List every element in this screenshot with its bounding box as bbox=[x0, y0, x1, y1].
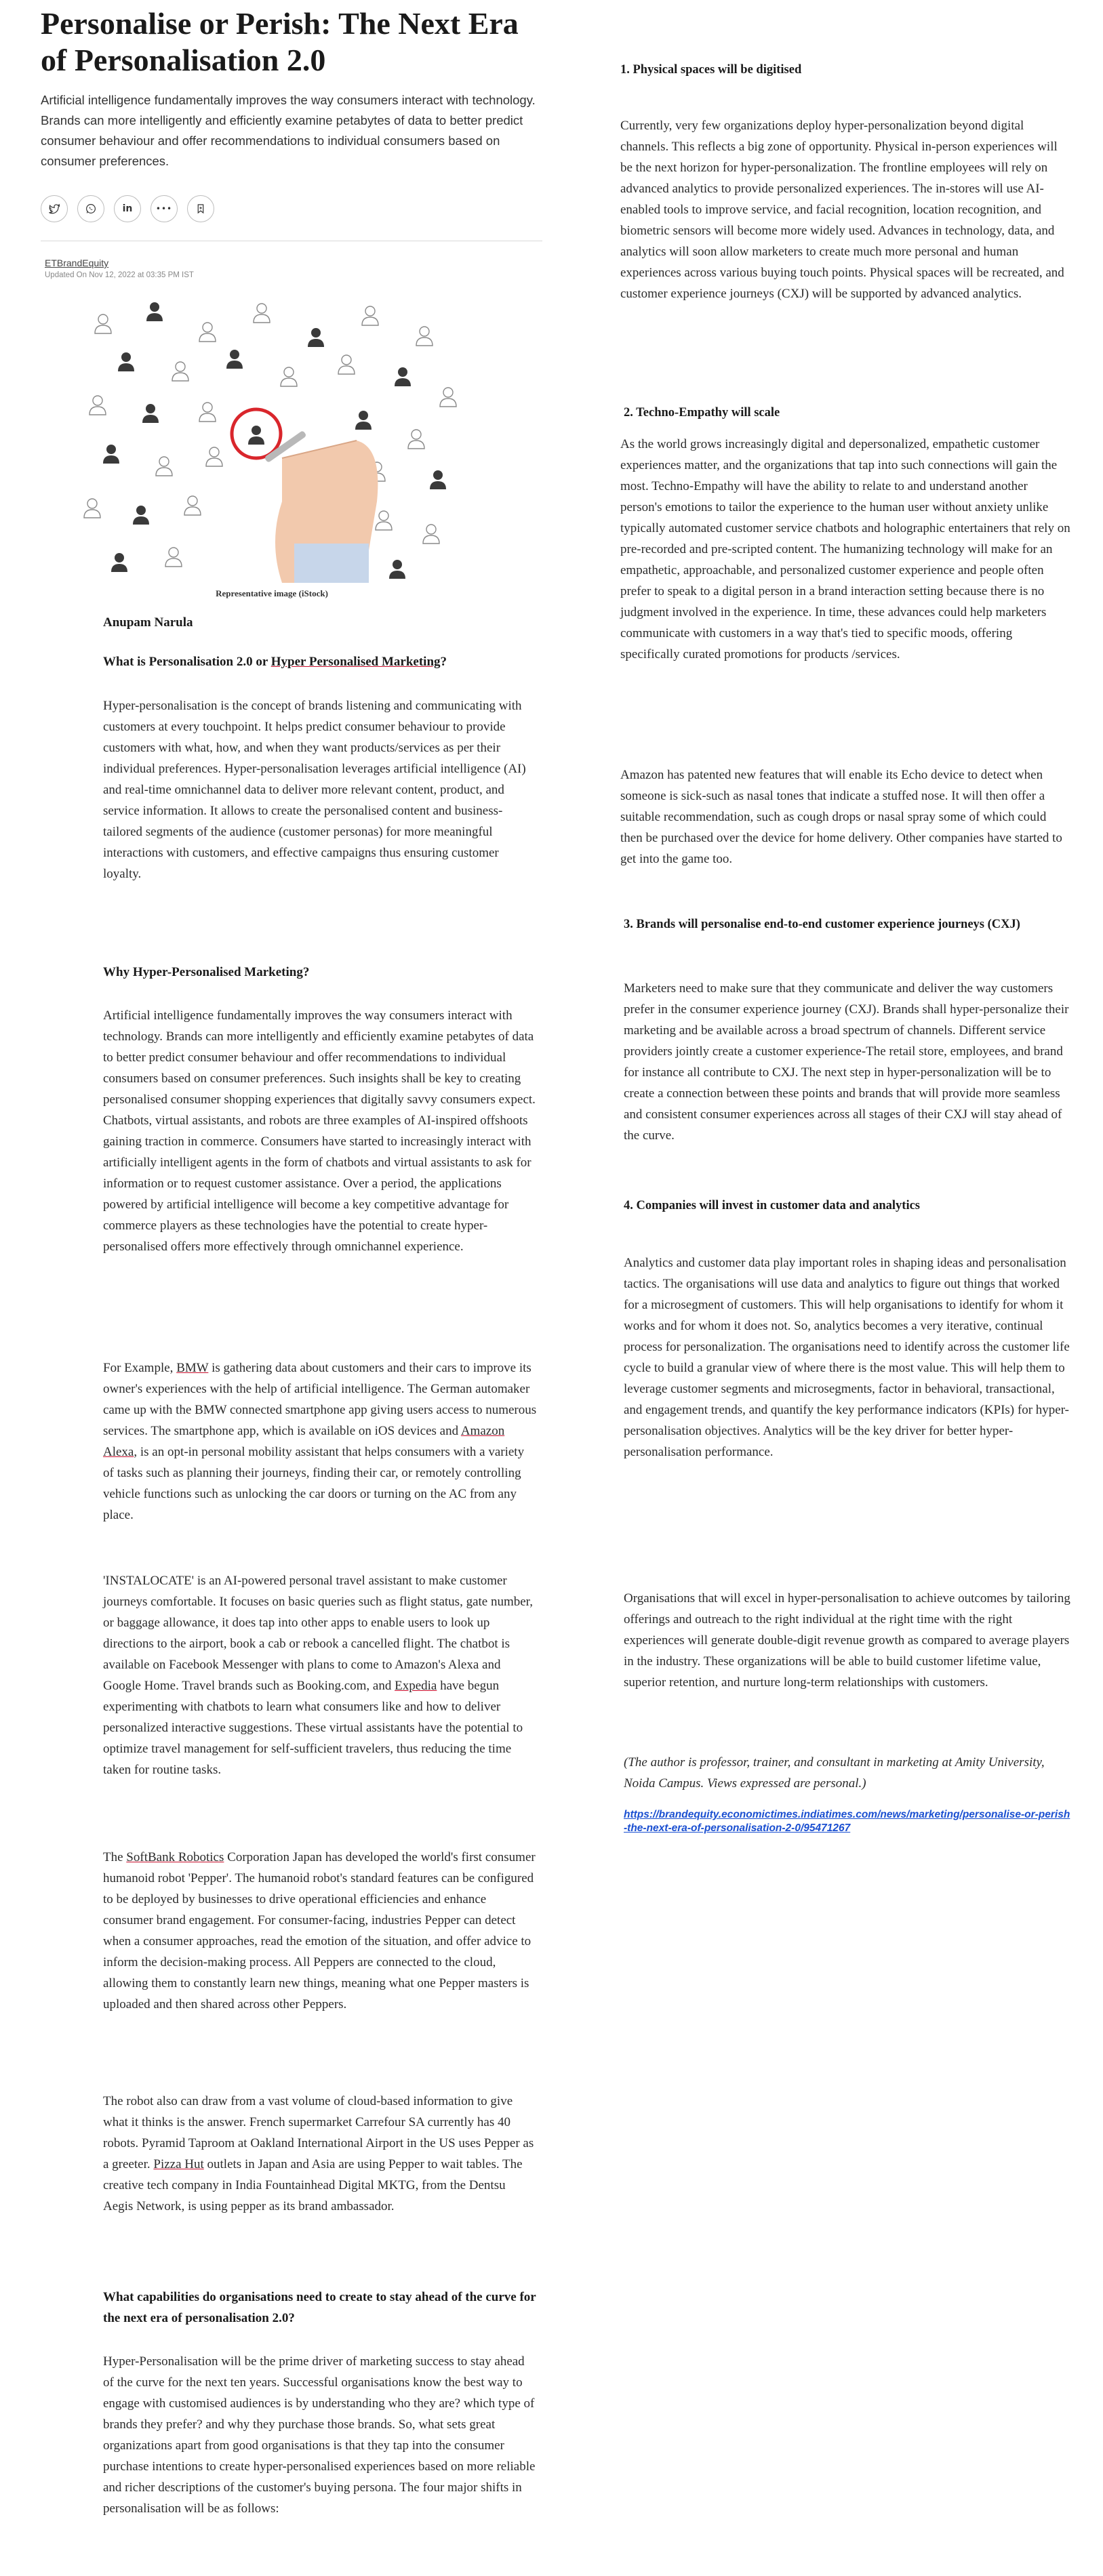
author-byline: Anupam Narula bbox=[103, 615, 193, 630]
hyper-personalised-marketing-link[interactable]: Hyper Personalised Marketing bbox=[270, 655, 441, 669]
paragraph: Analytics and customer data play important roles in shaping ideas and personalisation tactics. The organisations will use data and analytics to figure out things that worked for a microsegment of customers. This will help organisations to identify for whom it works and for whom it does not. So, analytics becomes a very iterative, continual process for personalization. The organisations need to identify across the customer life cycle to build a granular view of where there is the most value. This will help them to leverage customer segments and microsegments, factor in behavioral, transactional, and engagement trends, and quantify the key performance indicators (KPIs) for hyper-personalisation objectives. Analytics will be the key driver for better hyper-personalisation performance. bbox=[624, 1256, 1070, 1459]
more-icon: ••• bbox=[155, 204, 173, 213]
updated-date: Updated On Nov 12, 2022 at 03:35 PM IST bbox=[45, 271, 194, 279]
image-caption: Representative image (iStock) bbox=[216, 588, 328, 598]
section-heading-what-is: What is Personalisation 2.0 or Hyper Personalised Marketing? bbox=[103, 655, 447, 669]
paragraph-bmw: For Example, BMW is gathering data about customers and their cars to improve its owner's experiences with the help of artificial intelligence. The German automaker came up with the BMW connected smartphone app giving users access to numerous services. The smartphone app, which is available on iOS devices and Amazon Alexa, is an opt-in personal mobility assistant that helps consumers with a variety of tasks such as planning their journeys, finding their car, or remotely controlling vehicle functions such as unlocking the car doors or turning on the AC from any place. bbox=[103, 1361, 537, 1522]
bmw-link[interactable]: BMW bbox=[176, 1361, 209, 1375]
section-heading-1: 1. Physical spaces will be digitised bbox=[620, 63, 802, 77]
softbank-robotics-link[interactable]: SoftBank Robotics bbox=[126, 1850, 224, 1864]
whatsapp-share-button[interactable] bbox=[77, 195, 104, 222]
article-title: Personalise or Perish: The Next Era of Personalisation 2.0 bbox=[41, 6, 519, 77]
paragraph-softbank: The SoftBank Robotics Corporation Japan has developed the world's first consumer humanoid robot 'Pepper'. The humanoid robot's standard features can be configured to be deployed by businesses to drive operational efficiencies and enhance consumer brand engagement. For consumer-facing, industries Pepper can detect when a consumer approaches, read the emotion of the situation, and offer advice to inform the decision-making process. All Peppers are connected to the cloud, allowing them to constantly learn new things, meaning what one Pepper masters is uploaded and then shared across other Peppers. bbox=[103, 1850, 536, 2011]
people-network-illustration bbox=[79, 298, 465, 583]
section-heading-4: 4. Companies will invest in customer data and analytics bbox=[624, 1199, 921, 1212]
paragraph: Currently, very few organizations deploy hyper-personalization beyond digital channels. This reflects a big zone of opportunity. Physical in-person experiences will be the next horizon for hyper-personalization. The frontline employees will rely on advanced analytics to provide personalized experiences. The in-stores will use AI-enabled tools to improve service, and facial recognition, location recognition, and biometric sensors will become more widely used. Advances in technology, data, and analytics will soon allow marketers to create much more personal and human experiences across various buying touch points. Physical spaces will be recreated, and customer experience journeys (CXJ) will be supported by advanced analytics. bbox=[620, 119, 1064, 301]
pizza-hut-link[interactable]: Pizza Hut bbox=[153, 2157, 204, 2171]
paragraph: Marketers need to make sure that they communicate and deliver the way customers prefer in the consumer experience journey (CXJ). Brands shall hyper-personalize their marketing and be available across a broad spectrum of channels. Different service providers jointly create a customer experience-The retail store, employees, and brand for instance all contribute to CXJ. The next step in hyper-personalization will be to create a connection between these points and brands that will provide more seamless and consistent consumer experiences across all stages of their CXJ will stay ahead of the curve. bbox=[624, 981, 1069, 1143]
section-heading-why: Why Hyper-Personalised Marketing? bbox=[103, 965, 310, 979]
section-heading-2: 2. Techno-Empathy will scale bbox=[624, 406, 780, 420]
amazon-alexa-link[interactable]: Amazon Alexa bbox=[103, 1424, 505, 1459]
expedia-link[interactable]: Expedia bbox=[395, 1679, 437, 1693]
bookmark-button[interactable] bbox=[187, 195, 214, 222]
paragraph-instalocate: 'INSTALOCATE' is an AI-powered personal travel assistant to make customer journeys comfortable. It focuses on basic queries such as flight status, gate number, or baggage allowance, it does tap into other apps to enable users to look up directions to the airport, book a cab or rebook a cancelled flight. The chatbot is available on Facebook Messenger with plans to come to Amazon's Alexa and Google Home. Travel brands such as Booking.com, and Expedia have begun experimenting with chatbots to learn what consumers like and how to deliver personalized interactive suggestions. These virtual assistants have the potential to optimize travel management for self-sufficient travelers, thus reducing the time taken for routine tasks. bbox=[103, 1574, 533, 1777]
author-link[interactable]: ETBrandEquity bbox=[45, 258, 109, 268]
article-url-link[interactable]: https://brandequity.economictimes.indiatimes.com/news/marketing/personalise-or-perish-the-next-era-of-personalisation-2-0/95471267 bbox=[624, 1809, 1070, 1834]
linkedin-share-button[interactable] bbox=[114, 195, 141, 222]
paragraph: Hyper-Personalisation will be the prime driver of marketing success to stay ahead of the curve for the next ten years. Successful organisations know the best way to engage with customised audiences is by understanding who they are? which type of brands they prefer? and why they purchase those brands. So, what sets great organizations apart from good organisations is that they tap into the consumer purchase intentions to create hyper-personalised experiences based on more reliable and richer descriptions of the customer's buying persona. The four major shifts in personalisation will be as follows: bbox=[103, 2354, 536, 2516]
paragraph-pepper: The robot also can draw from a vast volume of cloud-based information to give what it thinks is the answer. French supermarket Carrefour SA currently has 40 robots. Pyramid Taproom at Oakland International Airport in the US uses Pepper as a greeter. Pizza Hut outlets in Japan and Asia are using Pepper to wait tables. The creative tech company in India Fountainhead Digital MKTG, from the Dentsu Aegis Network, is using pepper as its brand ambassador. bbox=[103, 2094, 534, 2213]
paragraph: Hyper-personalisation is the concept of brands listening and communicating with customers at every touchpoint. It helps predict consumer behaviour to provide customers with what, how, and when they want products/services as per their individual preferences. Hyper-personalisation leverages artificial intelligence (AI) and real-time omnichannel data to deliver more relevant content, product, and service information. It allows to create the personalised content and business-tailored segments of the audience (customer personas) for more meaningful interactions with customers, and effective campaigns thus ensuring customer loyalty. bbox=[103, 699, 526, 881]
share-bar bbox=[41, 195, 214, 222]
twitter-share-button[interactable] bbox=[41, 195, 68, 222]
paragraph: Artificial intelligence fundamentally improves the way consumers interact with technology. Brands can more intelligently and efficiently examine petabytes of data to better predict consumer behaviour and offer recommendations to individual consumers based on consumer preferences. Such insights shall be key to creating personalised consumer shopping experiences that digitally savvy consumers expect. Chatbots, virtual assistants, and robots are three examples of AI-inspired offshoots gaining traction in commerce. Consumers have started to increasingly interact with artificially intelligent agents in the form of chatbots and virtual assistants to ask for information or to request customer assistance. Over a period, the applications powered by artificial intelligence will become a key competitive advantage for commerce players as these technologies have the potential to create hyper-personalised offers more effectively through omnichannel experience. bbox=[103, 1008, 536, 1254]
paragraph: Organisations that will excel in hyper-personalisation to achieve outcomes by tailoring offerings and outreach to the right individual at the right time with the right experiences will generate double-digit revenue growth as compared to average players in the industry. These organizations will be able to build customer lifetime value, superior retention, and nurture long-term relationships with customers. bbox=[624, 1591, 1070, 1690]
section-heading-3: 3. Brands will personalise end-to-end customer experience journeys (CXJ) bbox=[624, 918, 1020, 931]
more-share-button[interactable] bbox=[151, 195, 178, 222]
paragraph: Amazon has patented new features that will enable its Echo device to detect when someone is sick-such as nasal tones that indicate a stuffed nose. It will then offer a suitable recommendation, such as cough drops or nasal spray some of which could then be purchased over the device for home delivery. Other companies have started to get into the game too. bbox=[620, 768, 1062, 866]
bookmark-icon bbox=[195, 203, 207, 215]
whatsapp-icon bbox=[85, 203, 97, 215]
linkedin-icon: in bbox=[122, 203, 133, 214]
author-note: (The author is professor, trainer, and consultant in marketing at Amity University, Noida Campus. Views expressed are personal.) bbox=[624, 1755, 1045, 1791]
paragraph: As the world grows increasingly digital and depersonalized, empathetic customer experiences matter, and the organizations that tap into such connections will gain the most. Techno-Empathy will have the ability to relate to and understand another person's emotions to tailor the experience to the human user without anxiety unlike typically automated customer service chatbots and holographic entertainers that rely on pre-recorded and pre-scripted content. The humanizing technology will make for an empathetic, approachable, and personalized customer experience and people often prefer to speak to a digital person in a brand interaction setting because there is no judgment involved in the experience. In time, these advances could help marketers communicate with customers in a way that's tied to specific moods, offering specifically curated promotions for products /services. bbox=[620, 437, 1070, 661]
hero-image bbox=[79, 298, 465, 583]
section-heading-capabilities: What capabilities do organisations need to create to stay ahead of the curve for the next era of personalisation 2.0? bbox=[103, 2290, 536, 2325]
twitter-icon bbox=[48, 203, 60, 215]
article-summary: Artificial intelligence fundamentally improves the way consumers interact with technology. Brands can more intelligently and efficiently examine petabytes of data to better predict consumer behaviour and offer recommendations to individual consumers based on consumer preferences. bbox=[41, 93, 536, 168]
